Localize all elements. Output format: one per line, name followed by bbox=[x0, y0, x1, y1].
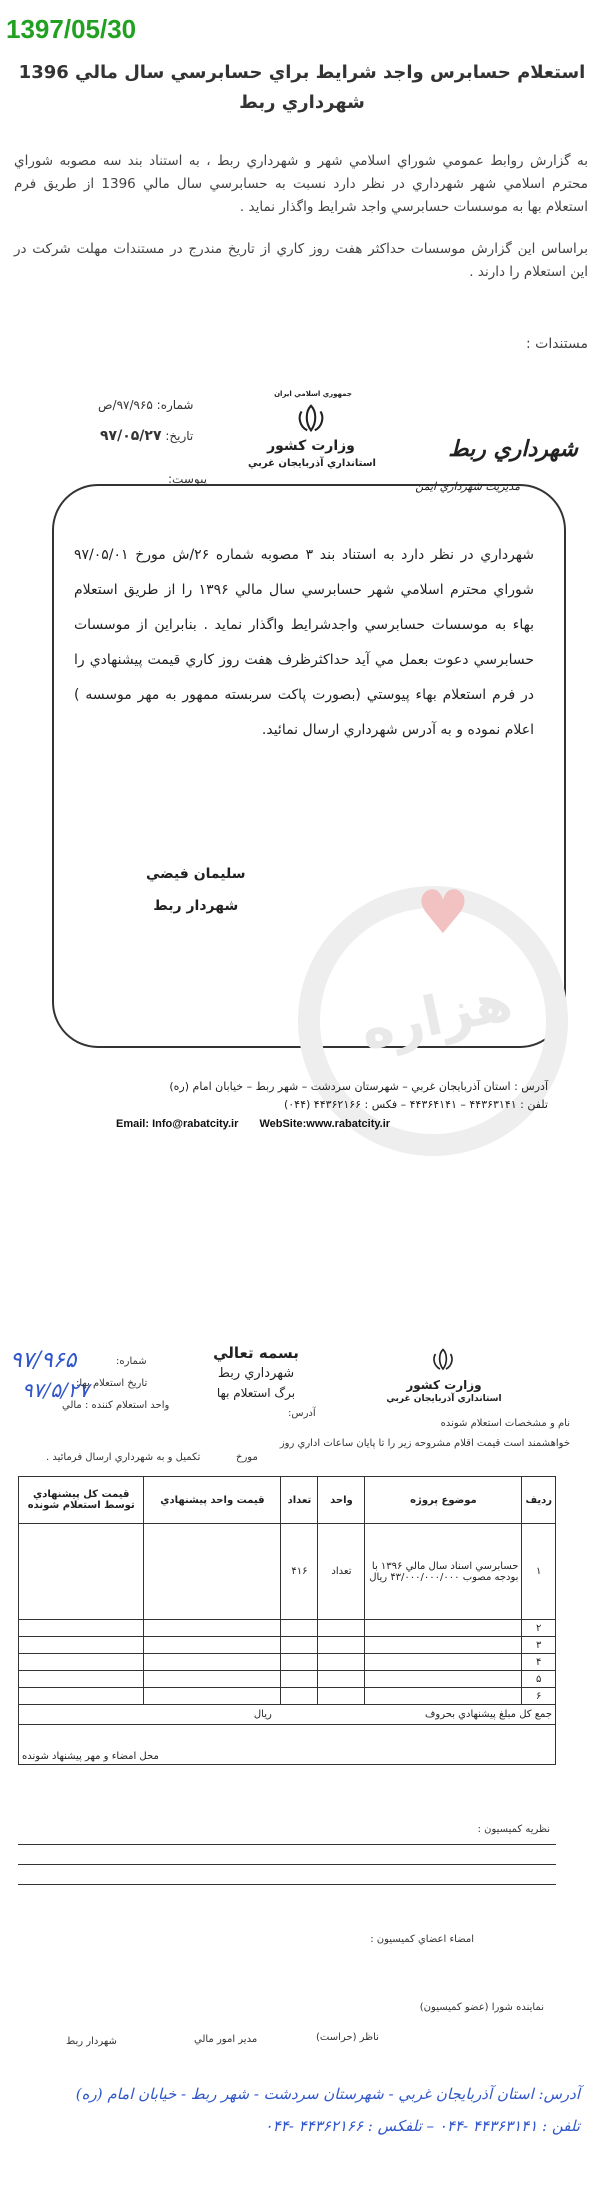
form-address-label: آدرس: bbox=[288, 1408, 316, 1419]
table-row bbox=[19, 1637, 556, 1654]
form-return-text: تکميل و به شهرداري ارسال فرمائيد . bbox=[46, 1452, 201, 1463]
letter-contacts bbox=[116, 1118, 408, 1130]
attachments-label: مستندات : bbox=[525, 336, 588, 352]
row-index: ۱ bbox=[522, 1524, 556, 1620]
form-title: برگ استعلام بها bbox=[216, 1386, 296, 1400]
total-label: جمع کل مبلغ پيشنهادي بحروف bbox=[425, 1709, 552, 1720]
stamp-area[interactable] bbox=[19, 1725, 556, 1765]
letter-date-value: ۹۷/۰۵/۲۷ bbox=[100, 428, 162, 444]
letter-attachment-label: پيوست: bbox=[168, 472, 208, 486]
email-text[interactable]: Email: Info@rabatcity.ir bbox=[116, 1118, 239, 1130]
form-bismillah: بسمه تعالي bbox=[213, 1344, 299, 1362]
signer-name: سليمان فيضي bbox=[146, 866, 246, 882]
committee-signatures-label: امضاء اعضاي کميسيون : bbox=[370, 1934, 474, 1945]
table-row bbox=[19, 1705, 556, 1725]
letter-signature bbox=[146, 858, 246, 922]
row-index: ۴ bbox=[522, 1654, 556, 1671]
stamp-label: محل امضاء و مهر پيشنهاد شونده bbox=[22, 1751, 159, 1762]
col-index: رديف bbox=[522, 1477, 556, 1524]
form-number-label: شماره: bbox=[116, 1356, 147, 1367]
letter-number-value: ۹۷/۹۶۵/ص bbox=[98, 398, 153, 412]
publish-date: 1397/05/30 bbox=[6, 14, 137, 44]
rial-label: ريال bbox=[253, 1709, 272, 1720]
table-row bbox=[19, 1524, 556, 1620]
letter-number-label: شماره: bbox=[156, 398, 194, 412]
municipality-logo-text: شهرداري ربط bbox=[448, 436, 578, 462]
watermark-logo bbox=[298, 878, 568, 1156]
form-requester-label: واحد استعلام کننده : مالي bbox=[62, 1400, 170, 1411]
total-row[interactable] bbox=[19, 1705, 556, 1725]
row-index: ۳ bbox=[522, 1637, 556, 1654]
committee-opinion-label: نظريه کميسيون : bbox=[477, 1824, 550, 1835]
website-text[interactable]: WebSite:www.rabatcity.ir bbox=[259, 1118, 391, 1130]
signer-title: شهردار ربط bbox=[153, 898, 239, 914]
ministry-name: وزارت کشور bbox=[267, 438, 355, 454]
letter-date bbox=[100, 428, 193, 444]
scanned-letter[interactable] bbox=[8, 388, 594, 1188]
opinion-line bbox=[18, 1864, 556, 1865]
form-handwritten-address bbox=[76, 2078, 580, 2142]
letter-body: شهرداري در نظر دارد به استناد بند ۳ مصوبه شماره ۲۶/ش مورخ ۹۷/۰۵/۰۱ شوراي محترم اسلامي شهر حسابرسي سال مالي ۱۳۹۶ را از طريق استعلام بهاء به موسسات حسابرسي واجدشرايط واگذار نمايد . بنابراين از موسسات حسابرسي دعوت بعمل مي آيد حداکثرظرف هفت روز کاري قيمت پيشنهادي را در فرم استعلام بهاء پيوستي (بصورت پاکت سربسته ممهور به مهر موسسه ) اعلام نموده و به آدرس شهرداري ارسال نمائيد. bbox=[74, 547, 534, 738]
phone-line: تلفن : ۴۴۳۶۳۱۴۱ – ۴۴۳۶۴۱۴۱ – فکس : ۴۴۳۶۲۱۶۶ (۰۴۴) bbox=[283, 1098, 548, 1111]
hw-address-line: آدرس: استان آذربايجان غربي - شهرستان سردشت - شهر ربط - خيابان امام (ره) bbox=[75, 2085, 580, 2103]
governorate-name: استانداري آذربايجان غربي bbox=[248, 458, 376, 469]
row-index: ۵ bbox=[522, 1671, 556, 1688]
opinion-line bbox=[18, 1844, 556, 1845]
letter-date-label: تاريخ: bbox=[165, 429, 194, 443]
form-date-handwritten: ۹۷/۵/۲۷ bbox=[22, 1378, 90, 1402]
col-unit: واحد bbox=[318, 1477, 365, 1524]
form-ministry: وزارت کشور bbox=[406, 1378, 482, 1392]
finance-label: مدير امور مالي bbox=[194, 2034, 258, 2045]
form-municipality: شهرداري ربط bbox=[217, 1366, 295, 1381]
opinion-line bbox=[18, 1884, 556, 1885]
form-emblem-icon bbox=[428, 1346, 458, 1374]
iran-emblem-icon bbox=[292, 402, 330, 436]
intro-paragraph-1: به گزارش روابط عمومي شوراي اسلامي شهر و شهرداري ربط ، به استناد بند سه مصوبه شوراي محترم اسلامي شهر شهرداري در نظر دارد نسبت به حسابرسي سال مالي 1396 از طريق فرم استعلام بها به موسسات حسابرسي واجد شرايط واگذار نمايد . bbox=[14, 153, 588, 215]
republic-text: جمهوري اسلامي ايران bbox=[274, 390, 352, 398]
form-number-handwritten: ۹۷/۹۶۵ bbox=[10, 1348, 77, 1373]
form-date-label: تاريخ استعلام بها: bbox=[76, 1378, 148, 1389]
row-subject: حسابرسي اسناد سال مالي ۱۳۹۶ با بودجه مصوب ۴۳/۰۰۰/۰۰۰/۰۰۰ ريال bbox=[365, 1524, 522, 1620]
letter-address bbox=[108, 1078, 548, 1114]
items-table bbox=[18, 1476, 556, 1765]
form-governorate: استانداري آذربايجان غربي bbox=[386, 1394, 502, 1404]
row-qty: ۴۱۶ bbox=[281, 1524, 318, 1620]
table-row bbox=[19, 1671, 556, 1688]
row-total-price[interactable] bbox=[19, 1524, 144, 1620]
form-request-text: خواهشمند است قيمت اقلام مشروحه زير را تا پايان ساعات اداري روز bbox=[279, 1438, 570, 1449]
table-row bbox=[19, 1654, 556, 1671]
watermark-text: هزاره bbox=[355, 968, 518, 1063]
col-unit-price: قيمت واحد پيشنهادي bbox=[144, 1477, 281, 1524]
council-rep-label: نماينده شورا (عضو کميسيون) bbox=[419, 2002, 544, 2013]
col-qty: تعداد bbox=[281, 1477, 318, 1524]
hw-phone-line: تلفن : ۴۴۳۶۳۱۴۱ -۰۴۴ – تلفکس : ۴۴۳۶۲۱۶۶ -۰۴۴ bbox=[264, 2117, 580, 2135]
page-title: استعلام حسابرس واجد شرايط براي حسابرسي سال مالي 1396 شهرداري ربط bbox=[18, 62, 586, 113]
address-line: آدرس : استان آذربايجان غربي – شهرستان سردشت – شهر ربط – خيابان امام (ره) bbox=[169, 1080, 548, 1093]
col-total-price: قيمت کل پيشنهادي توسط استعلام شونده bbox=[19, 1477, 144, 1524]
form-bidder-label: نام و مشخصات استعلام شونده bbox=[440, 1418, 570, 1429]
row-index: ۶ bbox=[522, 1688, 556, 1705]
supervisor-label: ناظر (حراست) bbox=[316, 2032, 379, 2043]
heart-icon: ♥ bbox=[416, 878, 470, 948]
mayor-label: شهردار ربط bbox=[66, 2036, 117, 2047]
table-row bbox=[19, 1620, 556, 1637]
table-row bbox=[19, 1725, 556, 1765]
col-subject: موضوع پروژه bbox=[365, 1477, 522, 1524]
table-row bbox=[19, 1688, 556, 1705]
letter-number bbox=[98, 398, 193, 412]
row-unit-price[interactable] bbox=[144, 1524, 281, 1620]
price-inquiry-form[interactable] bbox=[6, 1338, 594, 2210]
intro-paragraph-2: براساس اين گزارش موسسات حداکثر هفت روز کاري از تاريخ مندرج در مستندات مهلت شرکت در اين استعلام را دارند . bbox=[14, 241, 588, 280]
row-index: ۲ bbox=[522, 1620, 556, 1637]
row-unit: تعداد bbox=[318, 1524, 365, 1620]
municipality-subtitle: مديريت شهرداري ايمن bbox=[415, 480, 520, 493]
form-date-word: مورخ bbox=[236, 1452, 258, 1463]
